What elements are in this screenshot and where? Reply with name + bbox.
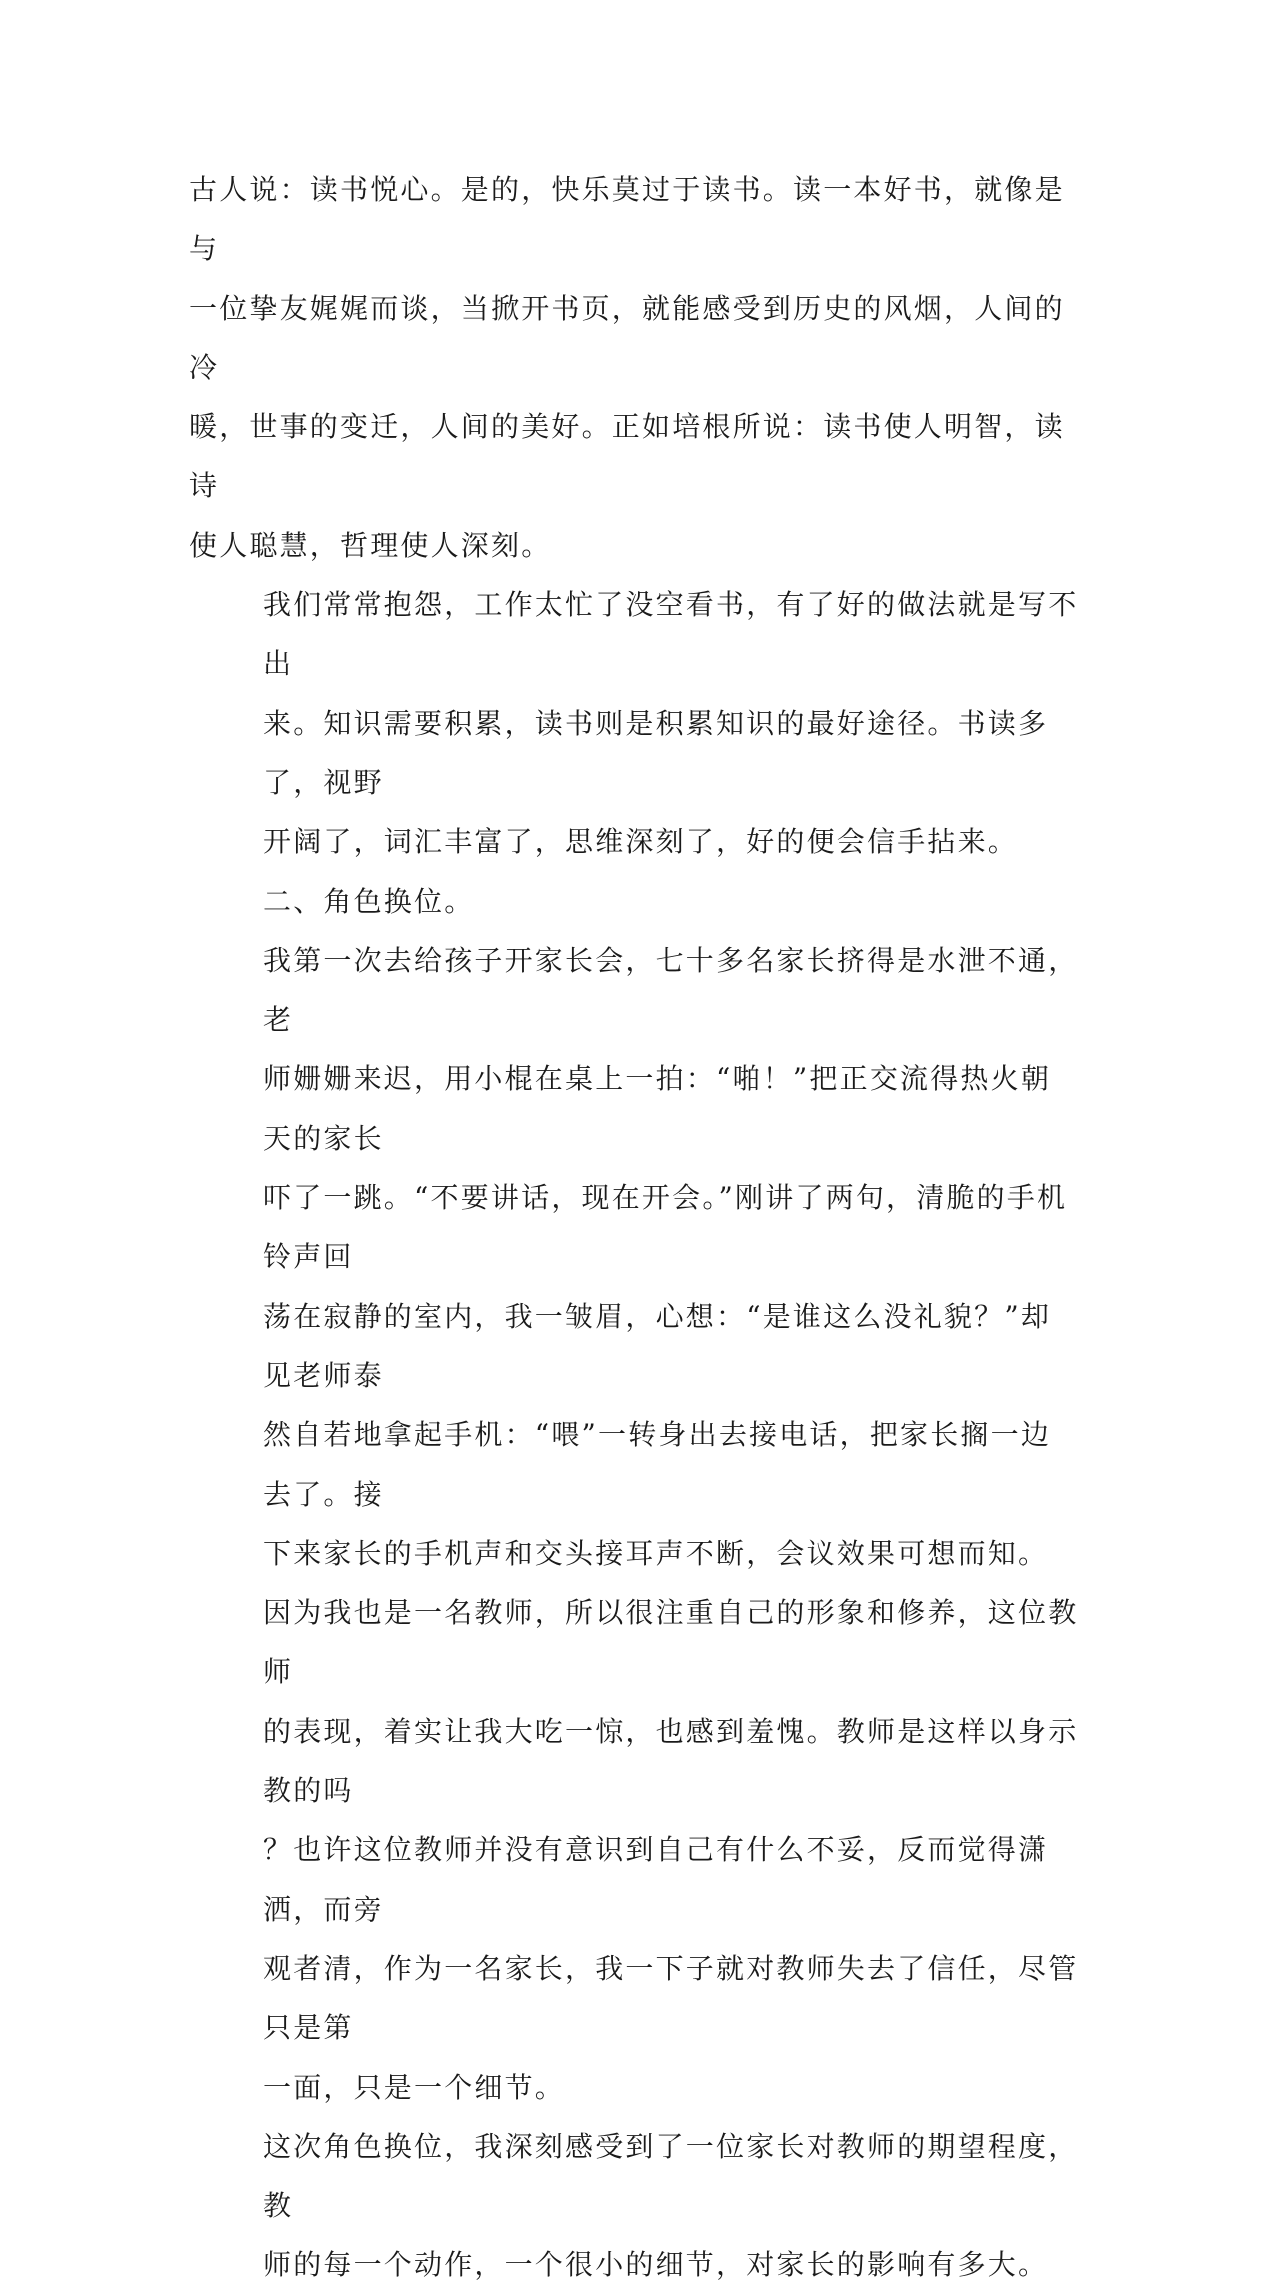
paragraph-knowledge-accumulation xyxy=(189,575,1079,871)
text-line: 观者清，作为一名家长，我一下子就对教师失去了信任，尽管只是第 xyxy=(263,1951,1079,2045)
text-line: 开阔了，词汇丰富了，思维深刻了，好的便会信手拈来。 xyxy=(263,825,1019,859)
text-line: 我第一次去给孩子开家长会，七十多名家长挤得是水泄不通，老 xyxy=(263,943,1079,1037)
text-line: 这次角色换位，我深刻感受到了一位家长对教师的期望程度，教 xyxy=(263,2129,1079,2223)
paragraph-role-switch-conclusion xyxy=(189,2117,1079,2295)
text-line: 来。知识需要积累，读书则是积累知识的最好途径。书读多了，视野 xyxy=(263,706,1049,799)
text-line: 暖，世事的变迁，人间的美好。正如培根所说：读书使人明智，读诗 xyxy=(189,410,1065,503)
text-line: 下来家长的手机声和交头接耳声不断，会议效果可想而知。 xyxy=(263,1536,1049,1570)
text-line: 我们常常抱怨，工作太忙了没空看书，有了好的做法就是写不出 xyxy=(263,588,1079,681)
heading-text: 二、角色换位。 xyxy=(263,884,475,918)
text-line: 荡在寂静的室内，我一皱眉，心想：“是谁这么没礼貌？”却见老师泰 xyxy=(263,1299,1052,1392)
section-heading-role-switch xyxy=(189,872,1079,931)
text-line: 古人说：读书悦心。是的，快乐莫过于读书。读一本好书，就像是与 xyxy=(189,173,1065,266)
text-line: 吓了一跳。“不要讲话，现在开会。”刚讲了两句，清脆的手机铃声回 xyxy=(263,1181,1068,1274)
text-line: 的表现，着实让我大吃一惊，也感到羞愧。教师是这样以身示教的吗 xyxy=(263,1714,1079,1808)
body-text xyxy=(189,160,1079,2295)
paragraph-parent-meeting xyxy=(189,931,1079,1583)
paragraph-reading-joy xyxy=(189,160,1079,575)
text-line: 师的每一个动作，一个很小的细节，对家长的影响有多大。 xyxy=(263,2248,1049,2282)
text-line: 然自若地拿起手机：“喂”一转身出去接电话，把家长搁一边去了。接 xyxy=(263,1418,1052,1511)
text-line: ？也许这位教师并没有意识到自己有什么不妥，反而觉得潇洒，而旁 xyxy=(263,1833,1049,1926)
text-line: 一位挚友娓娓而谈，当掀开书页，就能感受到历史的风烟，人间的冷 xyxy=(189,291,1065,384)
paragraph-teacher-reflection xyxy=(189,1583,1079,2117)
text-line: 因为我也是一名教师，所以很注重自己的形象和修养，这位教师 xyxy=(263,1596,1079,1689)
text-line: 使人聪慧，哲理使人深刻。 xyxy=(189,528,552,562)
text-line: 一面，只是一个细节。 xyxy=(263,2070,566,2104)
text-line: 师姗姗来迟，用小棍在桌上一拍：“啪！”把正交流得热火朝天的家长 xyxy=(263,1062,1052,1155)
